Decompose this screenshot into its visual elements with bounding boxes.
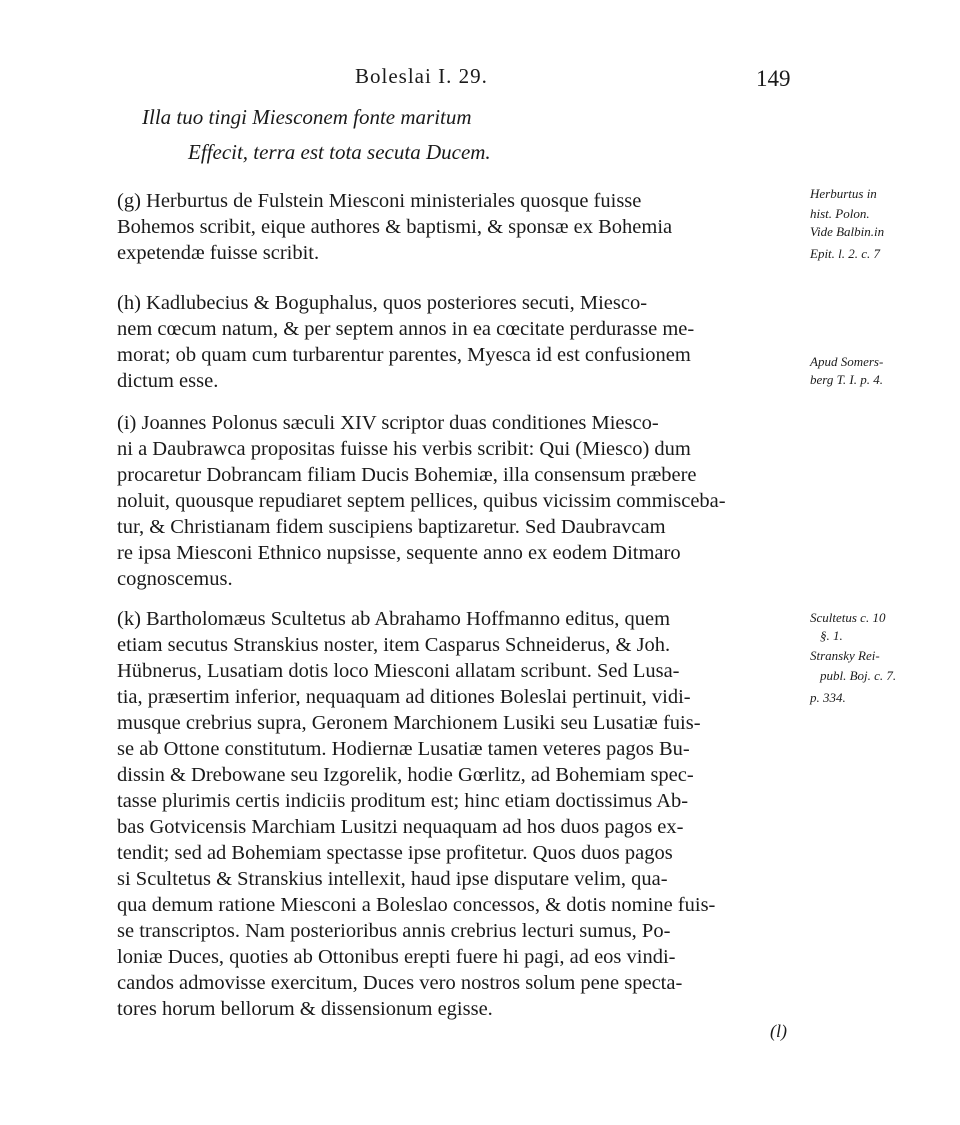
catchword: (l) [770,1021,787,1041]
verse-line-1: Illa tuo tingi Miesconem fonte maritum [142,105,472,129]
note-k-line: tores horum bellorum & dissensionum egisse. [117,998,493,1020]
page-number: 149 [756,66,791,91]
margin-note-g: Herburtus in [810,186,877,201]
note-k-line: tasse plurimis certis indiciis proditum est; hinc etiam doctissimus Ab- [117,790,689,812]
margin-note-h: Apud Somers- [810,354,884,369]
note-k-line: etiam secutus Stranskius noster, item Casparus Schneiderus, & Joh. [117,634,671,656]
margin-note-k: p. 334. [810,690,846,705]
note-h-line: morat; ob quam cum turbarentur parentes, Myesca id est confusionem [117,344,691,366]
margin-note-g: Vide Balbin.in [810,224,885,239]
note-k-line: se ab Ottone constitutum. Hodiernæ Lusatiæ tamen veteres pagos Bu- [117,738,690,760]
note-i-line: tur, & Christianam fidem suscipiens baptizaretur. Sed Daubravcam [117,516,666,538]
note-i-line: noluit, quousque repudiaret septem pellices, quibus vicissim commiscebа- [117,490,726,512]
note-k-line: si Scultetus & Stranskius intellexit, haud ipse disputare velim, qua- [117,868,668,890]
note-h-line: nem cœcum natum, & per septem annos in ea cœcitate perdurasse me- [117,318,695,340]
note-k-line: bas Gotvicensis Marchiam Lusitzi nequaquam ad hos duos pagos ex- [117,816,684,838]
note-k-line: se transcriptos. Nam posterioribus annis crebrius lecturi sumus, Po- [117,920,671,942]
note-k-line: qua demum ratione Miesconi a Boleslao concessos, & dotis nomine fuis- [117,894,716,916]
note-i-line: ni a Daubrawca propositas fuisse his verbis scribit: Qui (Miesco) dum [117,438,691,460]
note-i-line: procaretur Dobrancam filiam Ducis Bohemiæ, illa consensum præbere [117,464,697,486]
note-g-line: Bohemos scribit, eique authores & baptismi, & sponsæ ex Bohemia [117,216,673,238]
note-h-line: (h) Kadlubecius & Boguphalus, quos posteriores secuti, Miesco- [117,292,648,314]
note-i-line: re ipsa Miesconi Ethnico nupsisse, sequente anno ex eodem Ditmaro [117,542,681,564]
note-k-line: (k) Bartholomæus Scultetus ab Abrahamo Hoffmanno editus, quem [117,608,671,630]
note-k-line: Hübnerus, Lusatiam dotis loco Miesconi allatam scribunt. Sed Lusa- [117,660,680,682]
running-header: Boleslai I. 29. [355,64,488,88]
note-h-line: dictum esse. [117,370,219,392]
margin-note-k: Scultetus c. 10 [810,610,886,625]
note-g-line: (g) Herburtus de Fulstein Miesconi ministeriales quosque fuisse [117,190,642,212]
note-g-line: expetendæ fuisse scribit. [117,242,320,264]
margin-note-k: Stransky Rei- [810,648,880,663]
margin-note-g: hist. Polon. [810,206,870,221]
verse-line-2: Effecit, terra est tota secuta Ducem. [188,140,491,164]
note-k-line: tia, præsertim inferior, nequaquam ad ditiones Boleslai pertinuit, vidi- [117,686,691,708]
note-i-line: (i) Joannes Polonus sæculi XIV scriptor duas conditiones Miesco- [117,412,659,434]
note-k-line: dissin & Drebowane seu Izgorelik, hodie Gœrlitz, ad Bohemiam spec- [117,764,694,786]
margin-note-h: berg T. I. p. 4. [810,372,883,387]
note-k-line: loniæ Duces, quoties ab Ottonibus erepti fuere hi pagi, ad eos vindi- [117,946,676,968]
note-k-line: candos admovisse exercitum, Duces vero nostros solum pene specta- [117,972,683,994]
margin-note-g: Epit. l. 2. c. 7 [810,246,881,261]
note-k-line: tendit; sed ad Bohemiam spectasse ipse profitetur. Quos duos pagos [117,842,673,864]
note-i-line: cognoscemus. [117,568,233,590]
margin-note-k: publ. Boj. c. 7. [820,668,897,683]
note-k-line: musque crebrius supra, Geronem Marchionem Lusiki seu Lusatiæ fuis- [117,712,701,734]
margin-note-k: §. 1. [820,628,843,643]
